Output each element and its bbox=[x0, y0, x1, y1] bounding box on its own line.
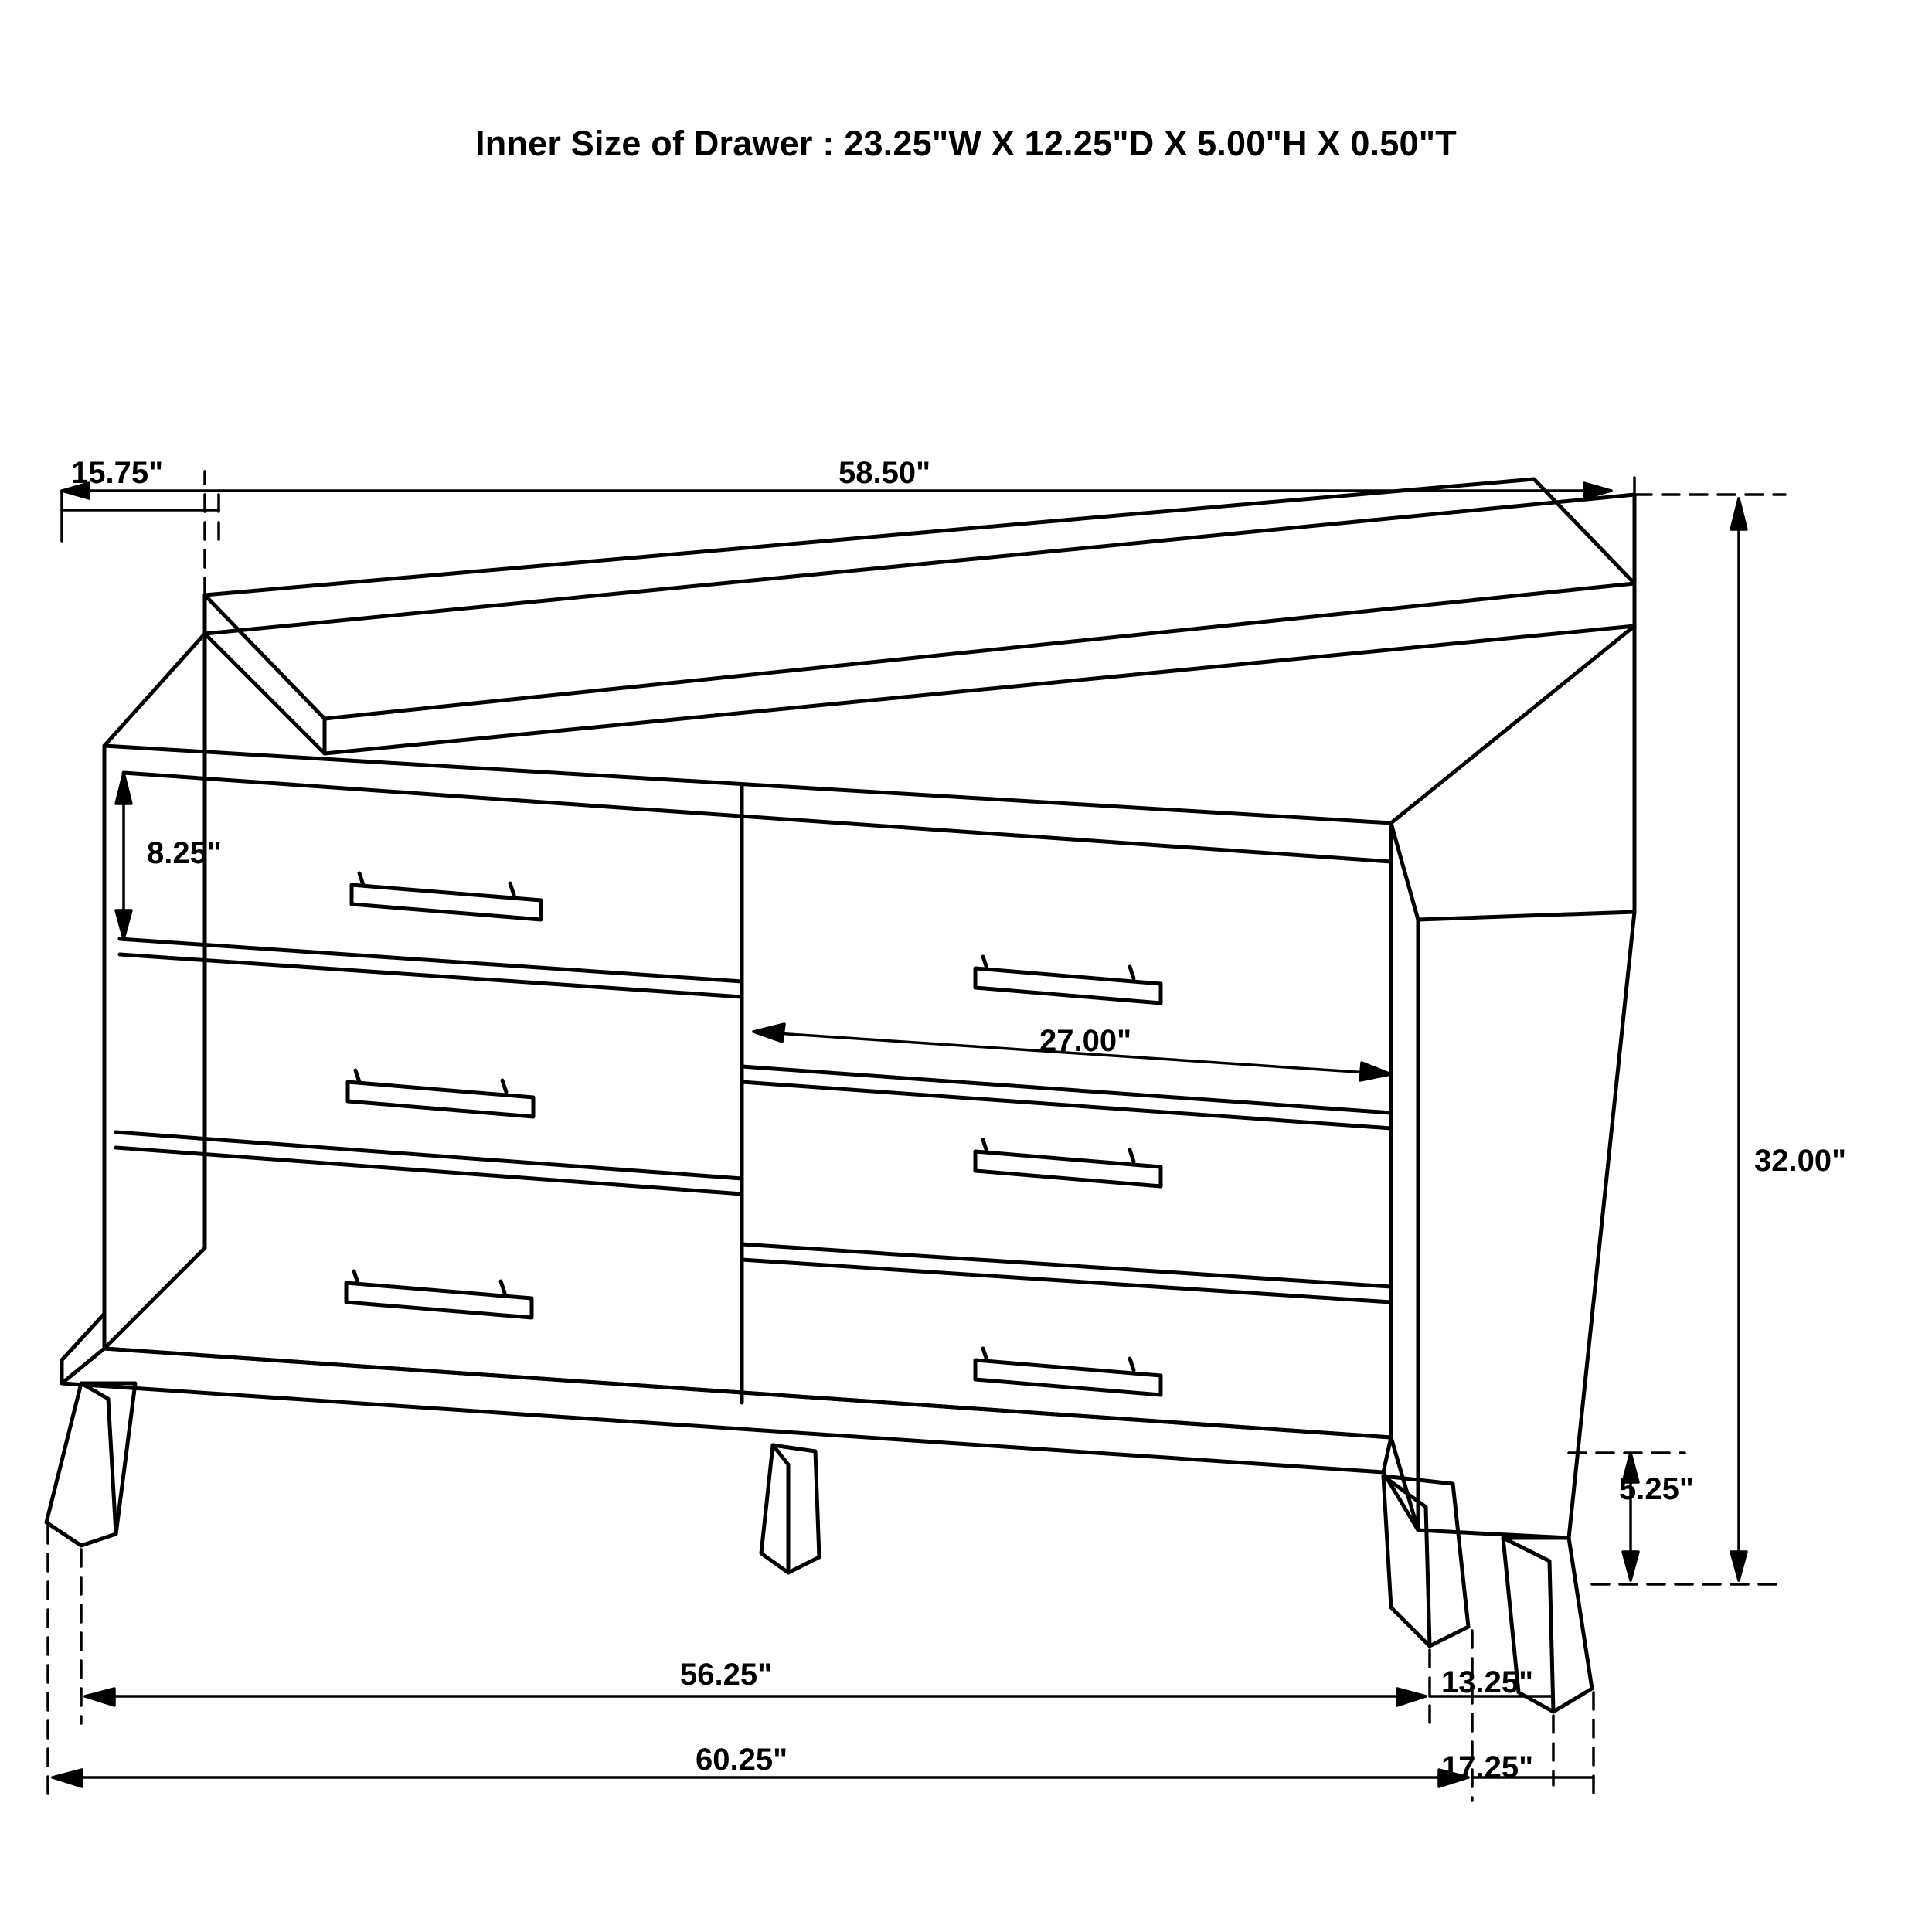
leg-center bbox=[761, 1445, 819, 1573]
dim-label-leg-height: 5.25" bbox=[1619, 1472, 1694, 1506]
dim-label-base-width: 56.25" bbox=[680, 1658, 773, 1692]
drawer-handle bbox=[975, 957, 1161, 1003]
dim-label-top-drawer-height: 8.25" bbox=[147, 836, 222, 870]
leg-front-right bbox=[1383, 1476, 1468, 1646]
dim-label-total-width: 58.50" bbox=[838, 456, 931, 490]
cabinet-right-bottom bbox=[1418, 912, 1634, 1538]
drawer-handle bbox=[348, 1070, 533, 1117]
cabinet-bottom-rail bbox=[104, 1349, 1391, 1437]
cabinet-top-left-edge bbox=[205, 595, 325, 753]
cabinet-plinth bbox=[62, 1360, 1391, 1472]
cabinet-left-side bbox=[104, 634, 205, 1349]
cabinet-right-side bbox=[1391, 626, 1634, 920]
dim-label-outer-width: 60.25" bbox=[696, 1743, 788, 1777]
drawer-handle bbox=[975, 1140, 1161, 1186]
dim-label-drawer-width: 27.00" bbox=[1039, 1024, 1132, 1058]
dim-label-total-height: 32.00" bbox=[1754, 1144, 1847, 1178]
drawer-handle bbox=[346, 1271, 532, 1318]
drawer-handle bbox=[975, 1349, 1161, 1395]
dim-label-foot-outer-depth: 17.25" bbox=[1441, 1750, 1534, 1784]
page-title: Inner Size of Drawer : 23.25"W X 12.25"D X 5.00"H X 0.50"T bbox=[475, 124, 1457, 163]
drawer-handle bbox=[352, 873, 541, 920]
leg-front-left bbox=[46, 1383, 135, 1546]
dim-label-depth: 15.75" bbox=[71, 456, 164, 490]
dim-label-foot-inner-depth: 13.25" bbox=[1441, 1665, 1534, 1699]
cabinet-right-edge bbox=[1391, 823, 1418, 1530]
